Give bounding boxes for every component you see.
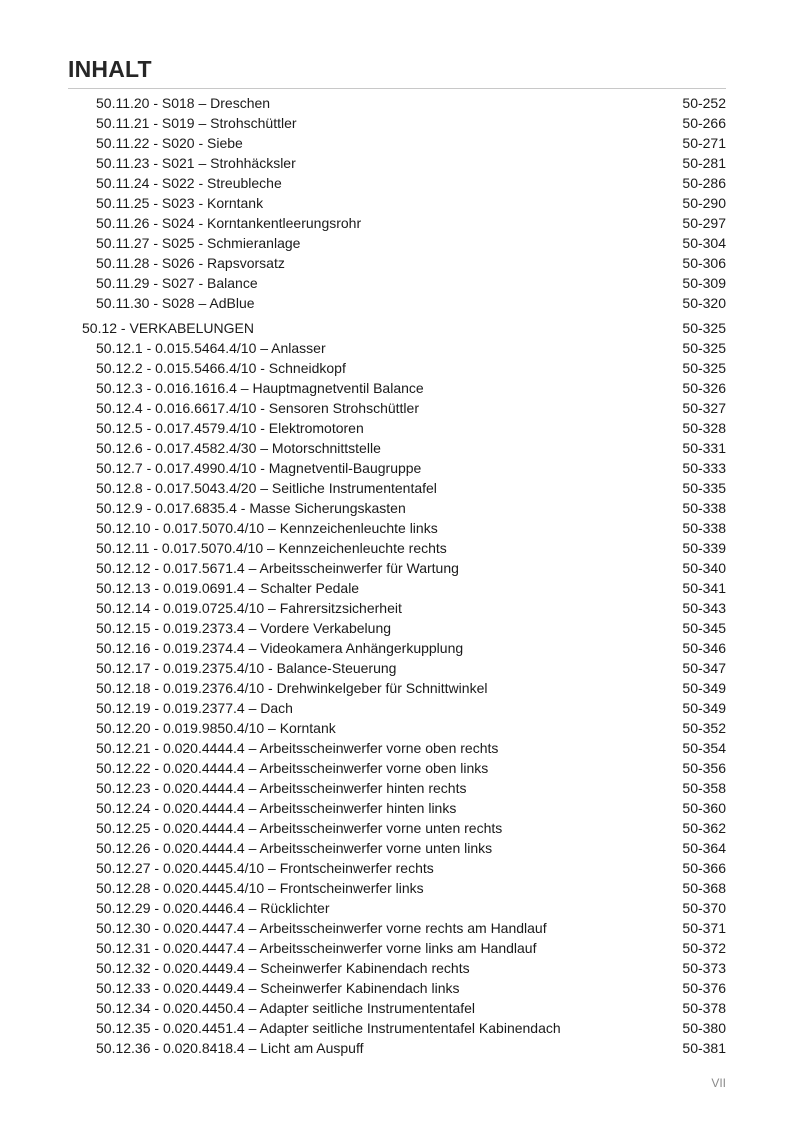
toc-entry-title: 50.12.31 - 0.020.4447.4 – Arbeitsscheinwerfer vorne links am Handlauf xyxy=(96,940,537,956)
toc-entry[interactable] xyxy=(0,898,794,918)
toc-entry-page: 50-373 xyxy=(682,960,726,976)
toc-entry-title: 50.12 - VERKABELUNGEN xyxy=(82,320,254,336)
toc-entry[interactable] xyxy=(0,798,794,818)
toc-entry-title: 50.12.29 - 0.020.4446.4 – Rücklichter xyxy=(96,900,330,916)
toc-entry-page: 50-252 xyxy=(682,95,726,111)
toc-entry-page: 50-325 xyxy=(682,320,726,336)
toc-entry-page: 50-372 xyxy=(682,940,726,956)
toc-entry[interactable] xyxy=(0,878,794,898)
toc-entry[interactable] xyxy=(0,113,794,133)
toc-entry-title: 50.12.8 - 0.017.5043.4/20 – Seitliche Instrumententafel xyxy=(96,480,437,496)
toc-entry-page: 50-356 xyxy=(682,760,726,776)
toc-entry[interactable] xyxy=(0,718,794,738)
toc-entry-page: 50-309 xyxy=(682,275,726,291)
toc-entry-title: 50.12.33 - 0.020.4449.4 – Scheinwerfer Kabinendach links xyxy=(96,980,460,996)
toc-entry[interactable] xyxy=(0,133,794,153)
toc-entry-page: 50-328 xyxy=(682,420,726,436)
toc-entry-page: 50-339 xyxy=(682,540,726,556)
toc-entry[interactable] xyxy=(0,918,794,938)
toc-entry[interactable] xyxy=(0,838,794,858)
toc-entry-page: 50-370 xyxy=(682,900,726,916)
toc-entry-page: 50-362 xyxy=(682,820,726,836)
toc-entry[interactable] xyxy=(0,938,794,958)
toc-entry[interactable] xyxy=(0,958,794,978)
toc-entry-page: 50-346 xyxy=(682,640,726,656)
toc-entry[interactable] xyxy=(0,93,794,113)
toc-entry-title: 50.12.24 - 0.020.4444.4 – Arbeitsscheinwerfer hinten links xyxy=(96,800,457,816)
toc-entry-title: 50.12.27 - 0.020.4445.4/10 – Frontscheinwerfer rechts xyxy=(96,860,434,876)
toc-entry[interactable] xyxy=(0,1038,794,1058)
toc-entry[interactable] xyxy=(0,233,794,253)
toc-entry-page: 50-368 xyxy=(682,880,726,896)
toc-entry-page: 50-381 xyxy=(682,1040,726,1056)
toc-entry[interactable] xyxy=(0,858,794,878)
toc-entry[interactable] xyxy=(0,498,794,518)
toc-entry[interactable] xyxy=(0,338,794,358)
toc-entry-title: 50.12.1 - 0.015.5464.4/10 – Anlasser xyxy=(96,340,326,356)
toc-entry-title: 50.12.2 - 0.015.5466.4/10 - Schneidkopf xyxy=(96,360,346,376)
toc-entry-page: 50-325 xyxy=(682,360,726,376)
toc-entry-title: 50.12.3 - 0.016.1616.4 – Hauptmagnetventil Balance xyxy=(96,380,424,396)
toc-entry-page: 50-349 xyxy=(682,700,726,716)
toc-entry-page: 50-331 xyxy=(682,440,726,456)
toc-entry-page: 50-271 xyxy=(682,135,726,151)
toc-entry-title: 50.12.35 - 0.020.4451.4 – Adapter seitliche Instrumententafel Kabinendach xyxy=(96,1020,561,1036)
toc-entry-title: 50.11.28 - S026 - Rapsvorsatz xyxy=(96,255,285,271)
toc-entry-page: 50-376 xyxy=(682,980,726,996)
toc-entry-title: 50.12.23 - 0.020.4444.4 – Arbeitsscheinwerfer hinten rechts xyxy=(96,780,467,796)
toc-entry[interactable] xyxy=(0,253,794,273)
toc-entry-title: 50.11.27 - S025 - Schmieranlage xyxy=(96,235,301,251)
toc-entry-title: 50.12.5 - 0.017.4579.4/10 - Elektromotoren xyxy=(96,420,364,436)
toc-entry-title: 50.12.28 - 0.020.4445.4/10 – Frontscheinwerfer links xyxy=(96,880,424,896)
toc-entry-page: 50-286 xyxy=(682,175,726,191)
toc-entry[interactable] xyxy=(0,293,794,313)
toc-entry-page: 50-341 xyxy=(682,580,726,596)
toc-entry-title: 50.11.20 - S018 – Dreschen xyxy=(96,95,271,111)
toc-entry[interactable] xyxy=(0,738,794,758)
toc-entry-page: 50-358 xyxy=(682,780,726,796)
toc-entry-page: 50-320 xyxy=(682,295,726,311)
toc-entry-title: 50.12.14 - 0.019.0725.4/10 – Fahrersitzsicherheit xyxy=(96,600,402,616)
toc-entry-page: 50-378 xyxy=(682,1000,726,1016)
toc-entry-title: 50.12.13 - 0.019.0691.4 – Schalter Pedale xyxy=(96,580,360,596)
toc-entry[interactable] xyxy=(0,438,794,458)
toc-entry-page: 50-352 xyxy=(682,720,726,736)
toc-entry-title: 50.11.21 - S019 – Strohschüttler xyxy=(96,115,297,131)
toc-entry-title: 50.11.23 - S021 – Strohhäcksler xyxy=(96,155,296,171)
toc-entry[interactable] xyxy=(0,618,794,638)
toc-entry[interactable] xyxy=(0,638,794,658)
table-of-contents xyxy=(0,93,794,1058)
toc-entry-title: 50.11.29 - S027 - Balance xyxy=(96,275,258,291)
toc-entry[interactable] xyxy=(0,998,794,1018)
toc-entry-title: 50.12.25 - 0.020.4444.4 – Arbeitsscheinwerfer vorne unten rechts xyxy=(96,820,503,836)
toc-entry-title: 50.12.4 - 0.016.6617.4/10 - Sensoren Strohschüttler xyxy=(96,400,419,416)
toc-entry[interactable] xyxy=(0,378,794,398)
toc-entry-title: 50.11.26 - S024 - Korntankentleerungsrohr xyxy=(96,215,362,231)
toc-entry[interactable] xyxy=(0,478,794,498)
toc-entry[interactable] xyxy=(0,698,794,718)
toc-entry[interactable] xyxy=(0,418,794,438)
toc-entry[interactable] xyxy=(0,173,794,193)
toc-entry-title: 50.11.30 - S028 – AdBlue xyxy=(96,295,255,311)
toc-entry[interactable] xyxy=(0,153,794,173)
toc-entry-page: 50-354 xyxy=(682,740,726,756)
toc-entry-page: 50-325 xyxy=(682,340,726,356)
toc-entry[interactable] xyxy=(0,213,794,233)
toc-entry[interactable] xyxy=(0,578,794,598)
toc-entry-page: 50-343 xyxy=(682,600,726,616)
toc-entry-page: 50-338 xyxy=(682,500,726,516)
toc-entry[interactable] xyxy=(0,758,794,778)
toc-entry-page: 50-306 xyxy=(682,255,726,271)
toc-section-heading[interactable] xyxy=(0,313,794,338)
toc-entry-title: 50.12.7 - 0.017.4990.4/10 - Magnetventil-Baugruppe xyxy=(96,460,422,476)
page-number: VII xyxy=(711,1076,726,1090)
toc-entry-page: 50-371 xyxy=(682,920,726,936)
toc-entry-page: 50-297 xyxy=(682,215,726,231)
toc-entry[interactable] xyxy=(0,458,794,478)
toc-entry-title: 50.12.19 - 0.019.2377.4 – Dach xyxy=(96,700,293,716)
toc-entry-title: 50.12.11 - 0.017.5070.4/10 – Kennzeichenleuchte rechts xyxy=(96,540,447,556)
toc-entry-page: 50-366 xyxy=(682,860,726,876)
toc-entry-page: 50-281 xyxy=(682,155,726,171)
toc-entry-title: 50.12.12 - 0.017.5671.4 – Arbeitsscheinwerfer für Wartung xyxy=(96,560,459,576)
toc-entry-page: 50-304 xyxy=(682,235,726,251)
toc-entry-title: 50.11.25 - S023 - Korntank xyxy=(96,195,264,211)
title-divider xyxy=(68,88,726,89)
toc-entry-title: 50.11.24 - S022 - Streubleche xyxy=(96,175,282,191)
toc-entry-title: 50.12.6 - 0.017.4582.4/30 – Motorschnittstelle xyxy=(96,440,381,456)
toc-entry-page: 50-333 xyxy=(682,460,726,476)
toc-entry[interactable] xyxy=(0,658,794,678)
toc-entry[interactable] xyxy=(0,538,794,558)
toc-entry-title: 50.12.30 - 0.020.4447.4 – Arbeitsscheinwerfer vorne rechts am Handlauf xyxy=(96,920,547,936)
toc-entry[interactable] xyxy=(0,978,794,998)
toc-entry[interactable] xyxy=(0,558,794,578)
toc-entry-page: 50-345 xyxy=(682,620,726,636)
toc-entry-title: 50.12.36 - 0.020.8418.4 – Licht am Auspuff xyxy=(96,1040,364,1056)
toc-entry[interactable] xyxy=(0,778,794,798)
toc-entry-title: 50.12.18 - 0.019.2376.4/10 - Drehwinkelgeber für Schnittwinkel xyxy=(96,680,488,696)
toc-entry[interactable] xyxy=(0,678,794,698)
toc-entry-title: 50.12.10 - 0.017.5070.4/10 – Kennzeichenleuchte links xyxy=(96,520,438,536)
toc-entry[interactable] xyxy=(0,273,794,293)
toc-entry-page: 50-338 xyxy=(682,520,726,536)
toc-entry-page: 50-360 xyxy=(682,800,726,816)
toc-entry-title: 50.12.26 - 0.020.4444.4 – Arbeitsscheinwerfer vorne unten links xyxy=(96,840,493,856)
toc-entry-title: 50.12.15 - 0.019.2373.4 – Vordere Verkabelung xyxy=(96,620,392,636)
toc-entry-title: 50.12.20 - 0.019.9850.4/10 – Korntank xyxy=(96,720,336,736)
toc-entry-page: 50-340 xyxy=(682,560,726,576)
toc-entry-page: 50-290 xyxy=(682,195,726,211)
toc-entry-page: 50-380 xyxy=(682,1020,726,1036)
toc-entry-title: 50.12.22 - 0.020.4444.4 – Arbeitsscheinwerfer vorne oben links xyxy=(96,760,489,776)
toc-entry-title: 50.12.32 - 0.020.4449.4 – Scheinwerfer Kabinendach rechts xyxy=(96,960,470,976)
toc-entry-title: 50.12.21 - 0.020.4444.4 – Arbeitsscheinwerfer vorne oben rechts xyxy=(96,740,499,756)
toc-entry[interactable] xyxy=(0,193,794,213)
toc-entry-page: 50-327 xyxy=(682,400,726,416)
toc-entry-title: 50.12.17 - 0.019.2375.4/10 - Balance-Steuerung xyxy=(96,660,397,676)
toc-entry-title: 50.12.9 - 0.017.6835.4 - Masse Sicherungskasten xyxy=(96,500,406,516)
toc-entry-page: 50-347 xyxy=(682,660,726,676)
toc-entry[interactable] xyxy=(0,598,794,618)
toc-entry[interactable] xyxy=(0,358,794,378)
toc-entry-page: 50-364 xyxy=(682,840,726,856)
toc-entry-page: 50-335 xyxy=(682,480,726,496)
toc-entry[interactable] xyxy=(0,1018,794,1038)
toc-entry-title: 50.12.34 - 0.020.4450.4 – Adapter seitliche Instrumententafel xyxy=(96,1000,476,1016)
toc-entry-page: 50-266 xyxy=(682,115,726,131)
toc-entry-page: 50-326 xyxy=(682,380,726,396)
page-title: INHALT xyxy=(68,56,152,82)
toc-entry[interactable] xyxy=(0,518,794,538)
toc-entry[interactable] xyxy=(0,398,794,418)
toc-entry-page: 50-349 xyxy=(682,680,726,696)
toc-entry-title: 50.11.22 - S020 - Siebe xyxy=(96,135,243,151)
toc-entry-title: 50.12.16 - 0.019.2374.4 – Videokamera Anhängerkupplung xyxy=(96,640,464,656)
toc-entry[interactable] xyxy=(0,818,794,838)
